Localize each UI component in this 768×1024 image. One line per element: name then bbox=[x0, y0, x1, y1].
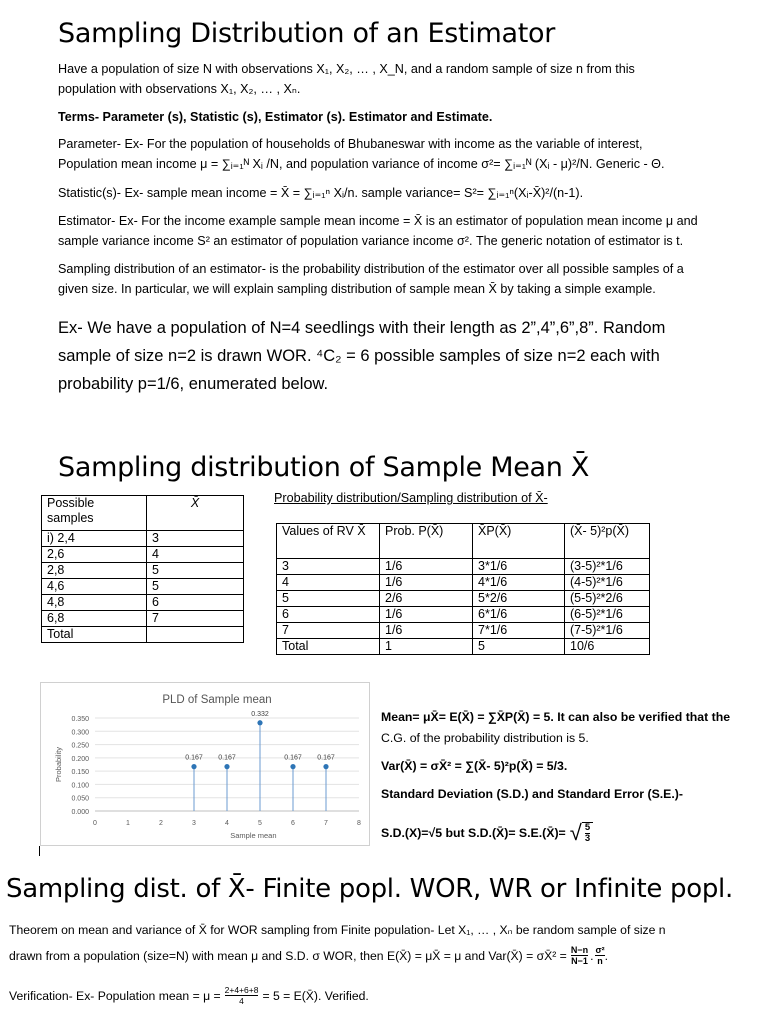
terms-line: Terms- Parameter (s), Statistic (s), Estimator (s). Estimator and Estimate. bbox=[58, 110, 493, 124]
verification-line bbox=[9, 985, 369, 1006]
sqrt-fraction bbox=[582, 822, 593, 844]
cell: 4 bbox=[277, 575, 380, 591]
cell: 5*2/6 bbox=[473, 591, 565, 607]
y-tick-label: 0.350 bbox=[71, 716, 89, 723]
data-label: 0.167 bbox=[284, 754, 302, 762]
y-tick-label: 0.000 bbox=[71, 809, 89, 816]
cell: 6*1/6 bbox=[473, 607, 565, 623]
cell: 1/6 bbox=[380, 575, 473, 591]
samples-table-header bbox=[42, 496, 244, 531]
table-row bbox=[42, 611, 244, 627]
chart-edge-mark bbox=[39, 846, 40, 856]
data-label: 0.167 bbox=[218, 754, 236, 762]
cell: (7-5)²*1/6 bbox=[565, 623, 650, 639]
fraction-sigma-over-n bbox=[595, 945, 604, 966]
header-variance-term: (X̄- 5)²p(X̄) bbox=[565, 524, 650, 559]
sampling-dist-def-line1: Sampling distribution of an estimator- is the probability distribution of the estimator over all possible samples of a bbox=[58, 262, 684, 276]
xbar-cell: 7 bbox=[147, 611, 244, 627]
sqrt-expression bbox=[570, 822, 593, 844]
fraction-n-minus-n bbox=[571, 945, 588, 966]
cell: 10/6 bbox=[565, 639, 650, 655]
table-row bbox=[277, 607, 650, 623]
example-line2: sample of size n=2 is drawn WOR. ⁴C₂ = 6 possible samples of size n=2 each with bbox=[58, 347, 660, 365]
table-row bbox=[42, 595, 244, 611]
cell: 2/6 bbox=[380, 591, 473, 607]
sample-cell: 4,8 bbox=[42, 595, 147, 611]
table-row bbox=[42, 547, 244, 563]
x-tick-label: 4 bbox=[225, 820, 229, 827]
xbar-cell: 5 bbox=[147, 563, 244, 579]
x-tick-label: 7 bbox=[324, 820, 328, 827]
verification-fraction bbox=[225, 985, 259, 1006]
x-tick-label: 0 bbox=[93, 820, 97, 827]
cell: 1 bbox=[380, 639, 473, 655]
verif-numerator: 2+4+6+8 bbox=[224, 985, 259, 995]
cell: 1/6 bbox=[380, 623, 473, 639]
frac2-denominator: n bbox=[597, 956, 603, 966]
dot-separator: . bbox=[590, 948, 594, 963]
example-line3: probability p=1/6, enumerated below. bbox=[58, 375, 329, 393]
cell: (4-5)²*1/6 bbox=[565, 575, 650, 591]
cell: 3 bbox=[277, 559, 380, 575]
intro-line1: Have a population of size N with observations X₁, X₂, … , X_N, and a random sample of size n from this bbox=[58, 62, 635, 76]
statistic-line: Statistic(s)- Ex- sample mean income = X̄ = ∑ᵢ₌₁ⁿ Xᵢ/n. sample variance= S²= ∑ᵢ₌₁ⁿ(Xᵢ-X̄)²/(n-1). bbox=[58, 186, 584, 200]
estimator-line1: Estimator- Ex- For the income example sample mean income = X̄ is an estimator of population mean income μ and bbox=[58, 214, 698, 228]
sqrt-sign: √ bbox=[569, 820, 582, 845]
sample-cell: 2,8 bbox=[42, 563, 147, 579]
x-tick-label: 8 bbox=[357, 820, 361, 827]
variance-line: Var(X̄) = σX̄² = ∑(X̄- 5)²p(X̄) = 5/3. bbox=[381, 759, 568, 773]
frac1-denominator: N−1 bbox=[571, 956, 588, 966]
data-point bbox=[323, 764, 328, 769]
parameter-line2: Population mean income μ = ∑ᵢ₌₁ᴺ Xᵢ /N, and population variance of income σ²= ∑ᵢ₌₁ᴺ (Xᵢ - μ)²/N. Generic - Θ. bbox=[58, 157, 665, 171]
frac2-numerator: σ² bbox=[595, 945, 605, 955]
sample-cell: 6,8 bbox=[42, 611, 147, 627]
x-tick-label: 3 bbox=[192, 820, 196, 827]
cell: Total bbox=[277, 639, 380, 655]
data-point bbox=[224, 764, 229, 769]
y-tick-label: 0.250 bbox=[71, 742, 89, 750]
table-row bbox=[277, 639, 650, 655]
sample-cell: Total bbox=[42, 627, 147, 643]
cell: 1/6 bbox=[380, 607, 473, 623]
intro-line2: population with observations X₁, X₂, … , Xₙ. bbox=[58, 82, 301, 96]
header-xbar: X̄ bbox=[147, 496, 244, 531]
cell: (3-5)²*1/6 bbox=[565, 559, 650, 575]
table-row bbox=[42, 579, 244, 595]
table-row bbox=[277, 591, 650, 607]
chart-title: PLD of Sample mean bbox=[162, 694, 272, 706]
y-tick-label: 0.100 bbox=[71, 782, 89, 790]
period: . bbox=[604, 948, 609, 963]
y-tick-label: 0.200 bbox=[71, 755, 89, 763]
header-xbar-p: X̄P(X̄) bbox=[473, 524, 565, 559]
table-row bbox=[277, 559, 650, 575]
theorem-line2-text: drawn from a population (size=N) with mean μ and S.D. σ WOR, then E(X̄) = μX̄ = μ and Var(X̄) = σX̄² = bbox=[9, 948, 567, 963]
header-values-of-rv: Values of RV X̄ bbox=[277, 524, 380, 559]
data-label: 0.332 bbox=[251, 710, 269, 718]
cell: (5-5)²*2/6 bbox=[565, 591, 650, 607]
sqrt-denominator: 3 bbox=[584, 833, 591, 844]
sample-cell: 4,6 bbox=[42, 579, 147, 595]
x-tick-label: 1 bbox=[126, 820, 130, 827]
x-tick-label: 6 bbox=[291, 820, 295, 827]
data-label: 0.167 bbox=[185, 754, 203, 762]
cell: 6 bbox=[277, 607, 380, 623]
table-row bbox=[277, 575, 650, 591]
sampling-dist-def-line2: given size. In particular, we will explain sampling distribution of sample mean X̄ by taking a simple example. bbox=[58, 282, 656, 296]
x-tick-label: 2 bbox=[159, 820, 163, 827]
theorem-line2 bbox=[9, 945, 608, 966]
xbar-cell: 3 bbox=[147, 531, 244, 547]
theorem-line1: Theorem on mean and variance of X̄ for WOR sampling from Finite population- Let X₁, … , Xₙ be random sample of size n bbox=[9, 923, 666, 937]
cell: 7*1/6 bbox=[473, 623, 565, 639]
xbar-cell bbox=[147, 627, 244, 643]
header-possible-samples: Possible samples bbox=[42, 496, 147, 531]
prob-dist-caption: Probability distribution/Sampling distribution of X̄- bbox=[274, 491, 548, 505]
table-row bbox=[42, 563, 244, 579]
sd-text: S.D.(X)=√5 but S.D.(X̄)= S.E.(X̄)= bbox=[381, 826, 566, 840]
data-point bbox=[257, 720, 262, 725]
verification-text: Verification- Ex- Population mean = μ = bbox=[9, 988, 221, 1003]
sample-cell: 2,6 bbox=[42, 547, 147, 563]
cell: 5 bbox=[473, 639, 565, 655]
mean-line1: Mean= μX̄= E(X̄) = ∑X̄P(X̄) = 5. It can also be verified that the bbox=[381, 710, 731, 724]
xbar-cell: 6 bbox=[147, 595, 244, 611]
cell: 1/6 bbox=[380, 559, 473, 575]
samples-table bbox=[41, 495, 244, 643]
sqrt-numerator: 5 bbox=[584, 822, 591, 833]
xbar-cell: 4 bbox=[147, 547, 244, 563]
header-prob: Prob. P(X̄) bbox=[380, 524, 473, 559]
table-row bbox=[42, 627, 244, 643]
y-tick-label: 0.300 bbox=[71, 729, 89, 737]
pld-chart bbox=[41, 683, 369, 845]
cell: 7 bbox=[277, 623, 380, 639]
cell: 4*1/6 bbox=[473, 575, 565, 591]
y-tick-label: 0.150 bbox=[71, 769, 89, 777]
data-point bbox=[191, 764, 196, 769]
estimator-line2: sample variance income S² an estimator of population variance income σ². The generic notation of estimator is t. bbox=[58, 234, 684, 248]
sample-cell: i) 2,4 bbox=[42, 531, 147, 547]
verif-denominator: 4 bbox=[225, 995, 259, 1006]
cell: 3*1/6 bbox=[473, 559, 565, 575]
mean-line2: C.G. of the probability distribution is 5. bbox=[381, 731, 589, 745]
y-axis-label: Probability bbox=[54, 746, 63, 783]
cell: (6-5)²*1/6 bbox=[565, 607, 650, 623]
prob-dist-table bbox=[276, 523, 650, 655]
sd-heading: Standard Deviation (S.D.) and Standard Error (S.E.)- bbox=[381, 787, 683, 801]
example-line1: Ex- We have a population of N=4 seedlings with their length as 2”,4”,6”,8”. Random bbox=[58, 319, 666, 337]
section1-title: Sampling Distribution of an Estimator bbox=[58, 18, 556, 49]
sd-line bbox=[381, 822, 593, 844]
xbar-cell: 5 bbox=[147, 579, 244, 595]
frac1-numerator: N−n bbox=[570, 945, 589, 955]
data-point bbox=[290, 764, 295, 769]
x-axis-label: Sample mean bbox=[230, 831, 277, 840]
verification-end: = 5 = E(X̄). Verified. bbox=[262, 988, 369, 1003]
section3-title: Sampling dist. of X̄- Finite popl. WOR, WR or Infinite popl. bbox=[6, 874, 733, 904]
data-label: 0.167 bbox=[317, 754, 335, 762]
parameter-line1: Parameter- Ex- For the population of households of Bhubaneswar with income as the variable of interest, bbox=[58, 137, 643, 151]
table-row bbox=[42, 531, 244, 547]
x-tick-label: 5 bbox=[258, 820, 262, 827]
section2-title: Sampling distribution of Sample Mean X̄ bbox=[58, 452, 590, 483]
cell: 5 bbox=[277, 591, 380, 607]
table-row bbox=[277, 623, 650, 639]
y-tick-label: 0.050 bbox=[71, 795, 89, 803]
pld-chart-frame bbox=[40, 682, 370, 846]
prob-dist-table-header bbox=[277, 524, 650, 559]
